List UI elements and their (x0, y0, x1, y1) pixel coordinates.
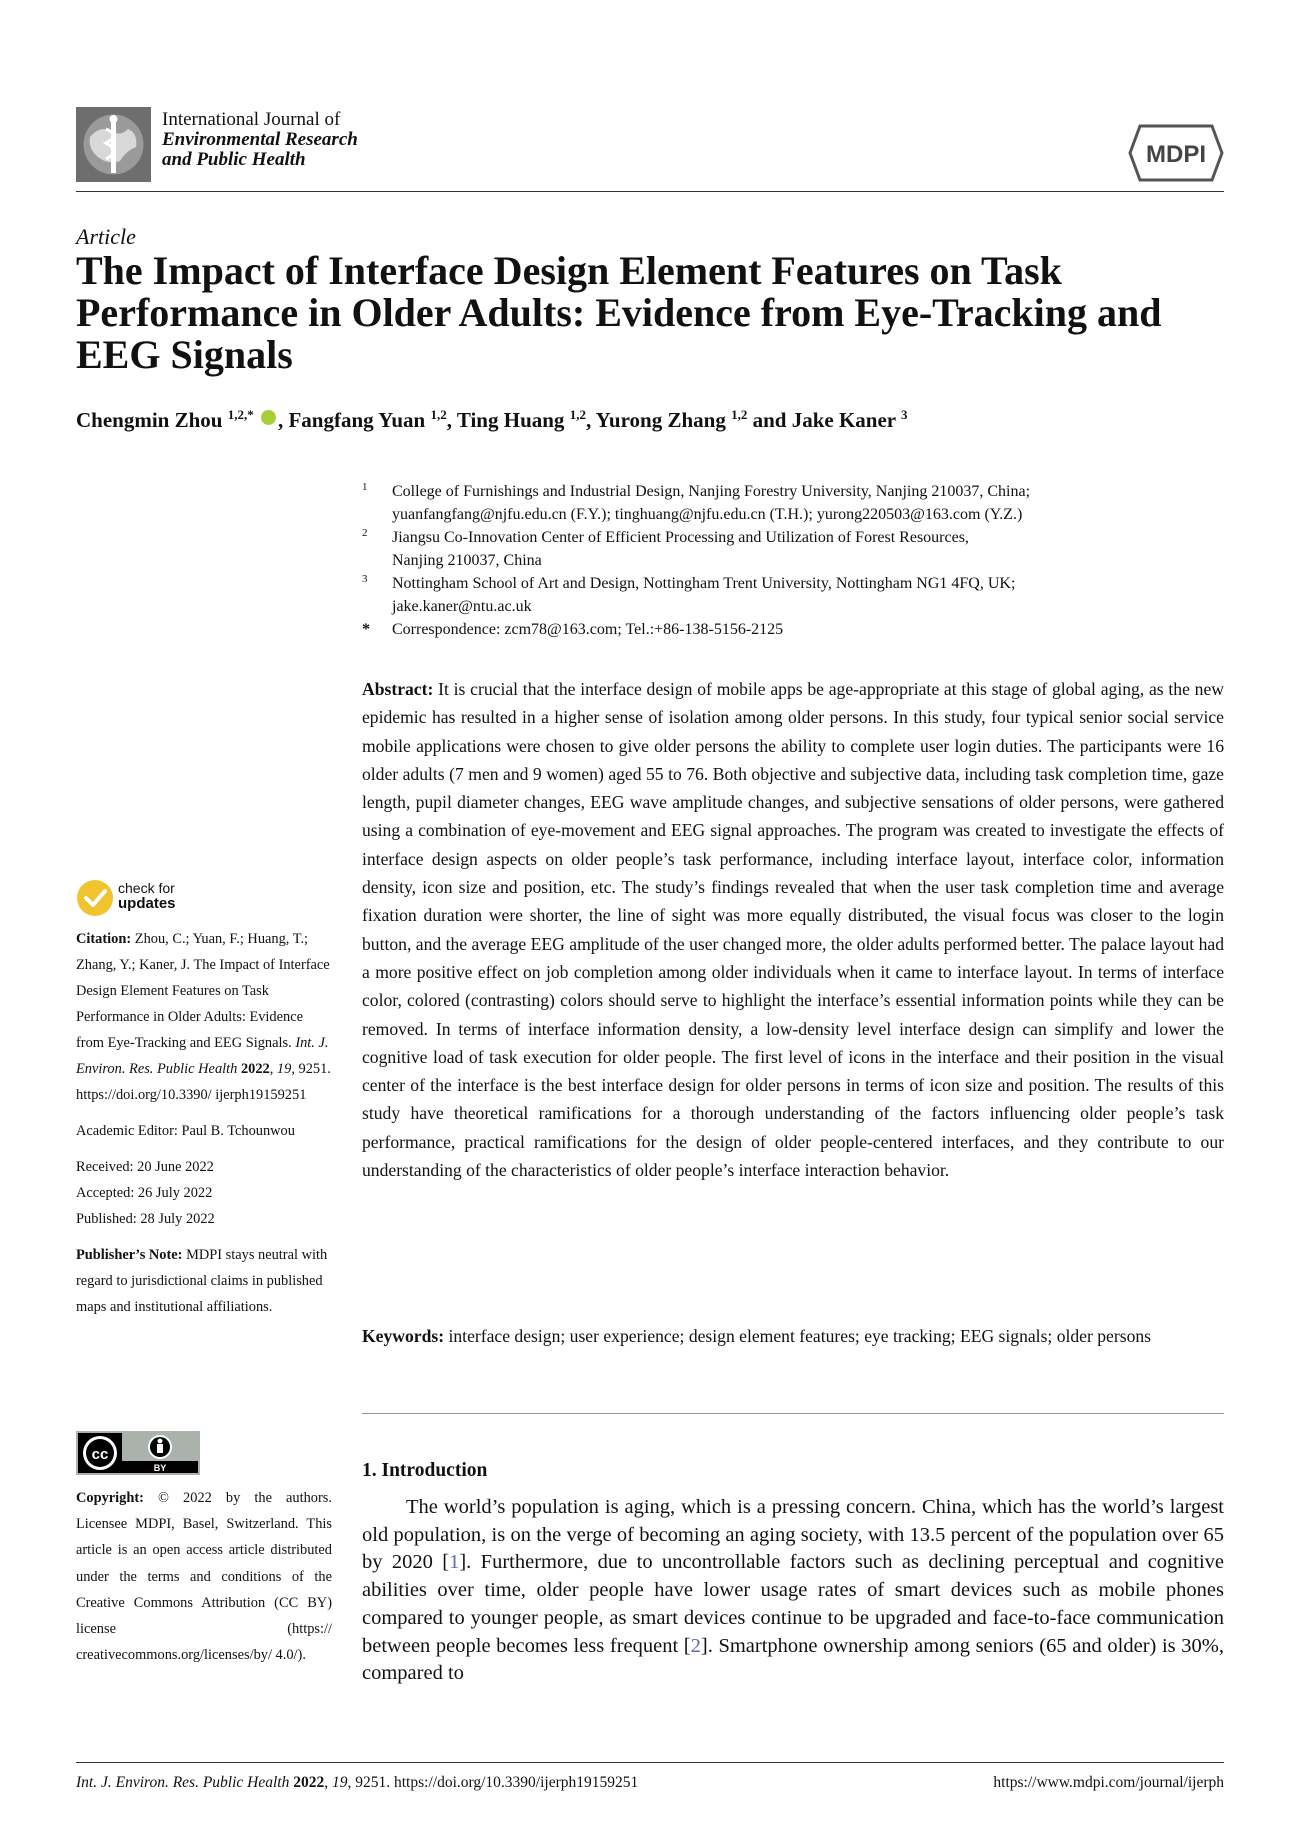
publisher-note-text: MDPI stays neutral with regard to jurisdictional claims in published maps and institutional affiliations. (76, 1247, 328, 1315)
author-affiliation-mark: 3 (900, 407, 908, 422)
author-name[interactable]: Yurong Zhang (595, 408, 726, 432)
abstract-text: It is crucial that the interface design of mobile apps be age-appropriate at this stage of global aging, as the new epidemic has resulted in a higher sense of isolation among older persons. In this study, four typical senior social service mobile applications were chosen to give older persons the ability to complete user login duties. The participants were 16 older adults (7 men and 9 women) aged 55 to 76. Both objective and subjective data, including task completion time, gaze length, pupil diameter changes, EEG wave amplitude changes, and subjective sensations of older persons, were gathered using a combination of eye-movement and EEG signal approaches. The program was created to investigate the effects of interface design aspects on older people’s task performance, including interface layout, interface color, information density, icon size and position, etc. The study’s findings revealed that when the user task completion time and average fixation duration were shorter, the line of sight was more equally distributed, the visual focus was closer to the login button, and the average EEG amplitude of the user changed more, the older adults performed better. The palace layout had a more positive effect on job completion among older individuals when it came to interface layout. In terms of interface color, colored (contrasting) colors should serve to highlight the interface’s essential information points while they can be removed. In terms of interface information density, a low-density level interface design can simplify and lower the cognitive load of task execution for older people. The first level of icons in the interface and their position in the visual center of the interface is the best interface design for older persons in terms of icon size and position. The results of this study have theoretical ramifications for a thorough understanding of the factors influencing older people’s task performance, practical ramifications for the design of older people-centered interfaces, and they contribute to our understanding of the characteristics of older people’s interface interaction behavior. (362, 679, 1224, 1181)
sidebar (76, 926, 332, 1320)
affiliations (362, 480, 1232, 641)
article-title: The Impact of Interface Design Element Features on Task Performance in Older Adults: Evidence from Eye-Tracking and EEG Signals (76, 248, 1162, 377)
affiliation-item (362, 526, 1232, 572)
copyright-notice (76, 1485, 332, 1668)
correspondence-mark: * (362, 621, 370, 638)
author-name[interactable]: Fangfang Yuan (288, 408, 426, 432)
citation-volume: 19 (276, 1061, 292, 1077)
affiliation-line: Nanjing 210037, China (392, 552, 542, 569)
author-separator: , (585, 408, 596, 432)
correspondence-text[interactable]: Correspondence: zcm78@163.com; Tel.:+86-138-5156-2125 (392, 621, 784, 638)
author-separator: , (446, 408, 457, 432)
article-type: Article (76, 224, 136, 249)
copyright-label: Copyright: (76, 1490, 144, 1506)
affiliation-line: College of Furnishings and Industrial Design, Nanjing Forestry University, Nanjing 210037, China; (392, 483, 1031, 500)
citation: Citation: Zhou, C.; Yuan, F.; Huang, T.; Zhang, Y.; Kaner, J. The Impact of Interface Design Element Features on Task Performance in Older Adults: Evidence from Eye-Tracking and EEG Signals. Int. J. Environ. Res. Public Health 2022, 19, 9251. https://doi.org/10.3390/ ijerph19159251 (76, 931, 331, 1103)
cc-by-label: BY (153, 1463, 167, 1473)
intro-text-part: ]. Smartphone ownership among seniors (65 and older) is 30%, compared to (362, 1634, 1224, 1685)
publisher-note-label: Publisher’s Note: (76, 1247, 183, 1263)
footer-year: 2022 (293, 1774, 325, 1791)
author-affiliation-mark: 1,2 (569, 407, 586, 422)
received-date: Received: 20 June 2022 (76, 1159, 214, 1175)
affiliation-item (362, 572, 1232, 618)
affiliation-number: 3 (362, 573, 368, 585)
author-and: and (747, 408, 792, 432)
check-for-updates-icon[interactable] (76, 879, 114, 917)
copyright-text: © 2022 by the authors. Licensee MDPI, Basel, Switzerland. This article is an open access article distributed under the terms and conditions of the Creative Commons Attribution (CC BY) license (https:// creativecommons.org/licenses/by/ 4.0/). (76, 1490, 332, 1664)
citation-year: 2022 (240, 1061, 270, 1077)
section-divider (362, 1413, 1224, 1414)
affiliation-number: 1 (362, 481, 368, 493)
check-for-updates[interactable] (118, 880, 176, 912)
abstract (362, 675, 1224, 1184)
author-affiliation-mark: 1,2,* (227, 407, 254, 422)
author-list (76, 407, 907, 433)
footer-divider (76, 1762, 1224, 1763)
affiliation-item (362, 480, 1232, 526)
published-date: Published: 28 July 2022 (76, 1211, 215, 1227)
keywords-label: Keywords: (362, 1326, 445, 1346)
author-name[interactable]: Chengmin Zhou (76, 408, 223, 432)
author-affiliation-mark: 1,2 (731, 407, 748, 422)
citation-journal: Int. J. Environ. Res. Public Health (76, 1035, 329, 1077)
academic-editor: Academic Editor: Paul B. Tchounwou (76, 1123, 295, 1139)
correspondence (362, 618, 1232, 641)
mdpi-logo-text: MDPI (1146, 141, 1206, 168)
check-for-updates-line2: updates (118, 895, 176, 912)
author-name[interactable]: Jake Kaner (791, 408, 896, 432)
check-for-updates-line1: check for (118, 880, 175, 896)
citation-doi[interactable]: , 9251. https://doi.org/10.3390/ ijerph19159251 (76, 1061, 331, 1103)
footer-journal: Int. J. Environ. Res. Public Health (76, 1774, 290, 1791)
introduction-paragraph (362, 1494, 1224, 1688)
affiliation-line[interactable]: jake.kaner@ntu.ac.uk (392, 598, 532, 615)
section-heading-introduction: 1. Introduction (362, 1460, 488, 1481)
mdpi-logo (1128, 124, 1224, 182)
affiliation-line: Jiangsu Co-Innovation Center of Efficient Processing and Utilization of Forest Resources, (392, 529, 969, 546)
journal-name (162, 110, 358, 170)
citation-text: Zhou, C.; Yuan, F.; Huang, T.; Zhang, Y.; Kaner, J. The Impact of Interface Design Element Features on Task Performance in Older Adults: Evidence from Eye-Tracking and EEG Signals. (76, 931, 330, 1051)
footer-citation: Int. J. Environ. Res. Public Health 2022, 19, 9251. https://doi.org/10.3390/ijerph19159251 (76, 1774, 639, 1791)
author-name[interactable]: Ting Huang (456, 408, 565, 432)
journal-logo-icon (76, 107, 151, 182)
keywords-text: interface design; user experience; design element features; eye tracking; EEG signals; older persons (448, 1326, 1152, 1346)
abstract-label: Abstract: (362, 679, 434, 699)
affiliation-line[interactable]: yuanfangfang@njfu.edu.cn (F.Y.); tinghuang@njfu.edu.cn (T.H.); yurong220503@163.com (Y.Z.) (392, 506, 1023, 523)
svg-text:cc: cc (91, 1446, 109, 1463)
publisher-note (76, 1242, 332, 1320)
author-separator: , (277, 408, 289, 432)
intro-text-part: ]. Furthermore, due to uncontrollable factors such as declining perceptual and cognitive abilities over time, older people have lower usage rates of smart devices such as mobile phones compared to younger people, as smart devices continue to be upgraded and face-to-face communication between people becomes less frequent [ (362, 1551, 1224, 1657)
reference-link[interactable]: 2 (690, 1634, 701, 1657)
footer-journal-url[interactable]: https://www.mdpi.com/journal/ijerph (993, 1774, 1224, 1791)
citation-label: Citation: (76, 931, 132, 947)
footer-doi[interactable]: , 9251. https://doi.org/10.3390/ijerph19159251 (347, 1774, 639, 1791)
header-divider (76, 191, 1224, 192)
intro-text-part: The world’s population is aging, which is a pressing concern. China, which has the world’s largest old population, is on the verge of becoming an aging society, with 13.5 percent of the population over 65 by 2020 [ (362, 1496, 1224, 1574)
keywords (362, 1322, 1224, 1350)
accepted-date: Accepted: 26 July 2022 (76, 1185, 213, 1201)
journal-name-line3: and Public Health (162, 149, 306, 170)
footer-volume: 19 (332, 1774, 348, 1791)
journal-name-line1: International Journal of (162, 109, 341, 130)
journal-name-line2: Environmental Research (162, 129, 358, 150)
affiliation-line: Nottingham School of Art and Design, Nottingham Trent University, Nottingham NG1 4FQ, UK; (392, 575, 1016, 592)
cc-by-license-icon[interactable] (76, 1431, 200, 1475)
affiliation-number: 2 (362, 527, 368, 539)
reference-link[interactable]: 1 (449, 1551, 460, 1574)
orcid-icon[interactable] (261, 410, 276, 425)
author-affiliation-mark: 1,2 (430, 407, 447, 422)
